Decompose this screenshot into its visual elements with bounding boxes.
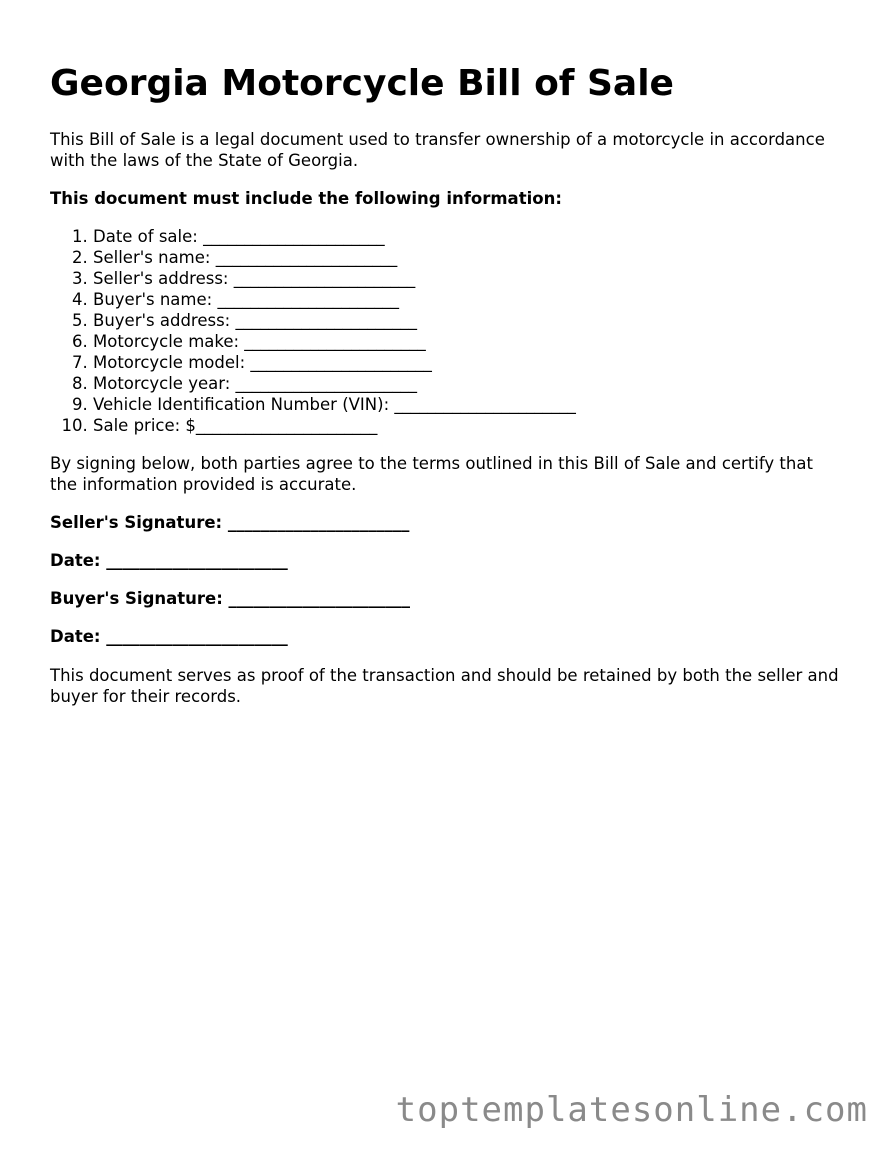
list-item-motorcycle-model: 7. Motorcycle model: ______________________ [93, 352, 576, 373]
list-item-vin: 9. Vehicle Identification Number (VIN): ______________________ [93, 394, 576, 415]
required-info-heading: This document must include the following information: [50, 189, 562, 208]
document-title: Georgia Motorcycle Bill of Sale [50, 63, 674, 104]
list-item-buyer-name: 4. Buyer's name: ______________________ [93, 289, 576, 310]
list-item-buyer-address: 5. Buyer's address: ______________________ [93, 310, 576, 331]
intro-paragraph: This Bill of Sale is a legal document used to transfer ownership of a motorcycle in accordance with the laws of the State of Georgia. [50, 130, 825, 170]
required-fields-list [50, 226, 576, 436]
list-item-motorcycle-year: 8. Motorcycle year: ______________________ [93, 373, 576, 394]
list-item-date-of-sale: 1. Date of sale: ______________________ [93, 226, 576, 247]
list-item-motorcycle-make: 6. Motorcycle make: ______________________ [93, 331, 576, 352]
list-item-seller-name: 2. Seller's name: ______________________ [93, 247, 576, 268]
list-item-seller-address: 3. Seller's address: ______________________ [93, 268, 576, 289]
buyer-signature-line: Buyer's Signature: ______________________ [50, 589, 411, 608]
list-item-sale-price: 10. Sale price: $______________________ [93, 415, 576, 436]
closing-paragraph: This document serves as proof of the transaction and should be retained by both the seller and buyer for their records. [50, 666, 839, 706]
seller-signature-line: Seller's Signature: ______________________ [50, 513, 410, 532]
watermark: toptemplatesonline.com [395, 1090, 868, 1130]
agreement-paragraph: By signing below, both parties agree to the terms outlined in this Bill of Sale and certify that the information provided is accurate. [50, 454, 813, 494]
seller-date-line: Date: ______________________ [50, 551, 288, 570]
buyer-date-line: Date: ______________________ [50, 627, 288, 646]
